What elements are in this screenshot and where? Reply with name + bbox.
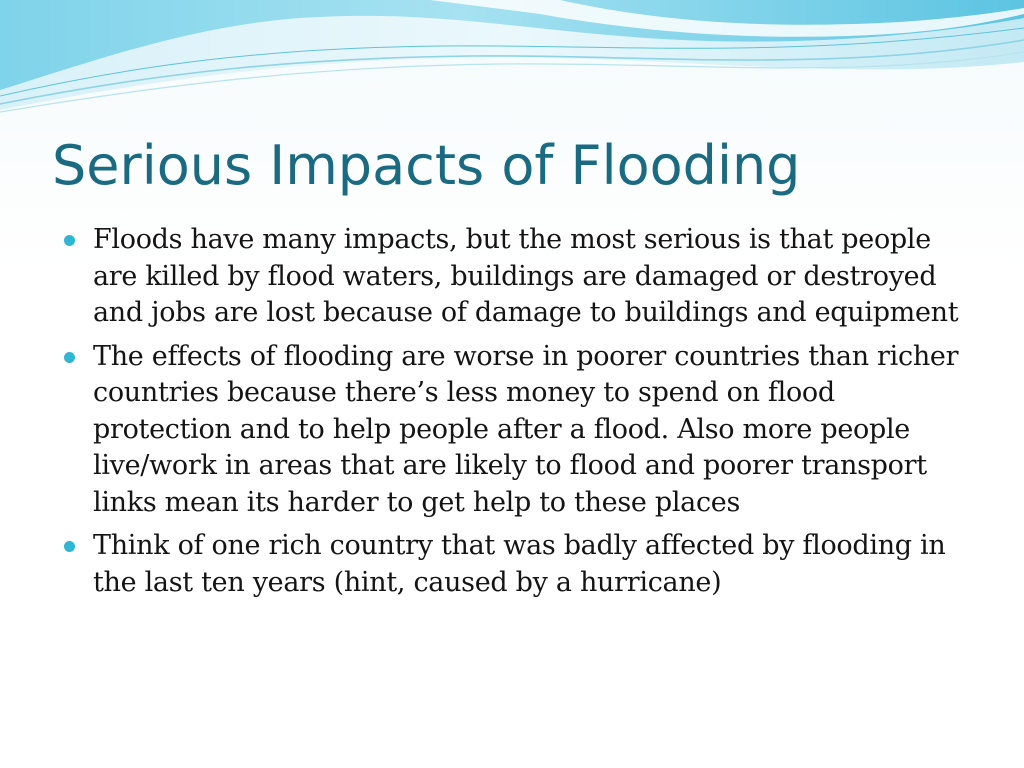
bullet-item (64, 528, 964, 601)
bullet-item (64, 339, 964, 522)
bullet-text: Floods have many impacts, but the most serious is that people are killed by flood waters, buildings are damaged or destroyed and jobs are lost because of damage to buildings and equipment (93, 224, 959, 328)
bullet-dot-icon (64, 352, 75, 363)
wave-header-decoration (0, 0, 1024, 125)
bullet-text: The effects of flooding are worse in poorer countries than richer countries because there’s less money to spend on flood protection and to help people after a flood. Also more people live/work in areas that are likely to flood and poorer transport links mean its harder to get help to these places (93, 340, 959, 518)
bullet-dot-icon (64, 541, 75, 552)
bullet-list (64, 222, 964, 608)
bullet-text: Think of one rich country that was badly affected by flooding in the last ten years (hint, caused by a hurricane) (93, 530, 946, 598)
slide-title: Serious Impacts of Flooding (52, 134, 801, 197)
bullet-dot-icon (64, 235, 75, 246)
bullet-item (64, 222, 964, 332)
